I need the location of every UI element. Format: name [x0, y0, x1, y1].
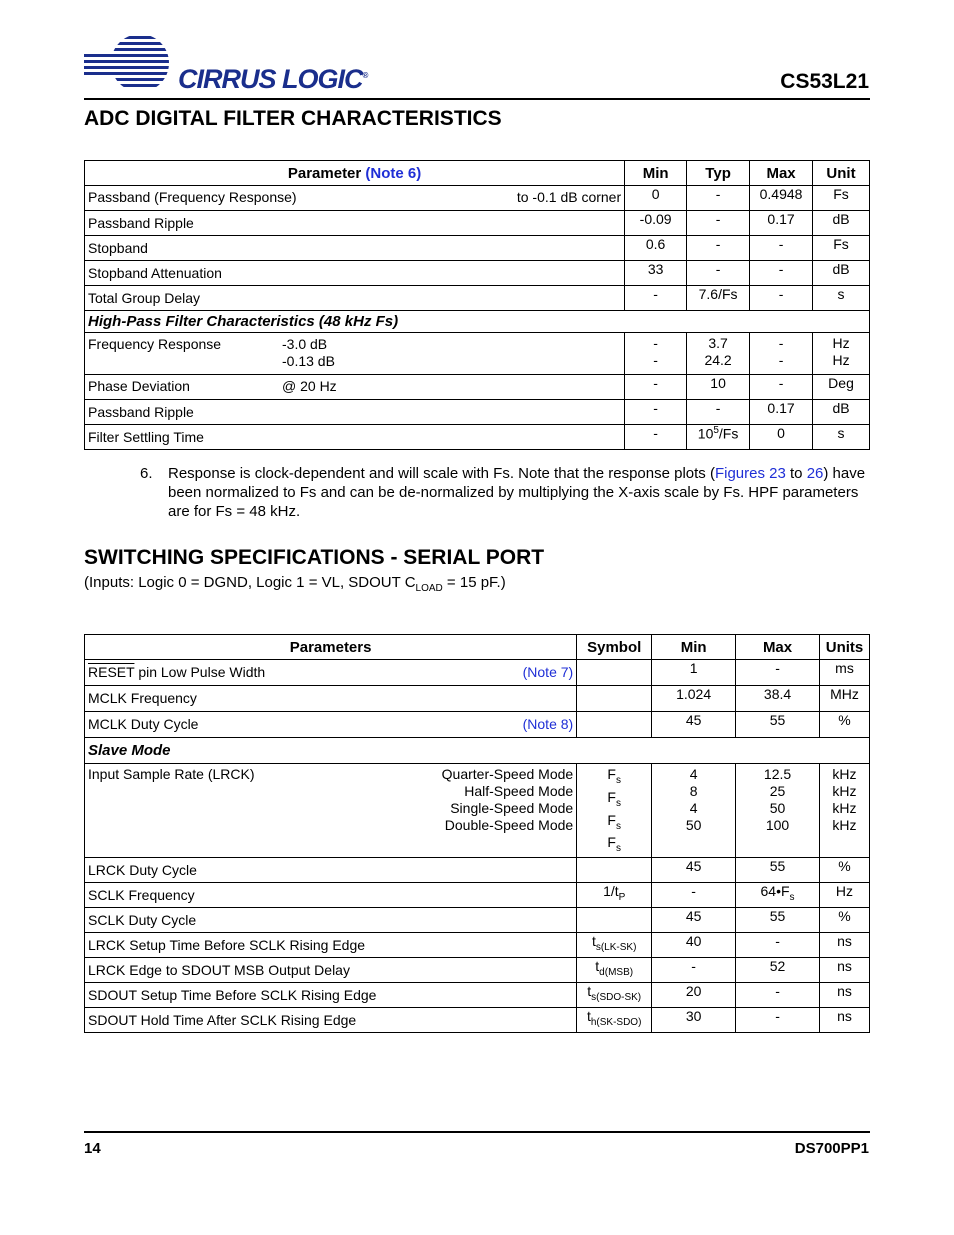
cell-unit: ns: [819, 958, 869, 983]
table-row: [85, 686, 870, 712]
cell-unit: Deg: [813, 375, 870, 400]
speed-mode: Single-Speed Mode: [450, 800, 574, 816]
cell-min: 45: [652, 858, 736, 883]
header-unit: Unit: [813, 161, 870, 186]
cell-max: - -: [750, 333, 813, 375]
slave-mode-heading: Slave Mode: [85, 738, 870, 764]
cell-min: 40: [652, 933, 736, 958]
cell-symbol: $1/t_P$: [577, 883, 652, 908]
cell-typ: -: [687, 186, 750, 211]
cell-min: - -: [625, 333, 687, 375]
table-row: [85, 883, 870, 908]
cell-unit: s: [813, 286, 870, 311]
speed-mode: Half-Speed Mode: [464, 783, 574, 799]
cell-min: 1.024: [652, 686, 736, 712]
note-7-link[interactable]: (Note 7): [522, 664, 574, 680]
footnote-text: Response is clock-dependent and will scale with Fs. Note that the response plots (Figures 23 to 26) have been normalized to Fs and can be de-normalized by multiplying the X-axis scale by Fs. HPF parameters are for Fs = 48 kHz.: [168, 465, 866, 520]
footer-rule: [84, 1131, 870, 1133]
table-row: [85, 712, 870, 738]
cell-typ: -: [687, 211, 750, 236]
cell-max: 12.5 25 50 100: [736, 764, 820, 858]
table-row: [85, 425, 870, 450]
speed-mode: Quarter-Speed Mode: [441, 766, 574, 782]
product-id: CS53L21: [780, 70, 869, 93]
cell-min: 20: [652, 983, 736, 1008]
cell-max: 52: [736, 958, 820, 983]
cell-symbol: $F_s$ $F_s$ $F_s$ $F_s$: [577, 764, 652, 858]
table-row: [85, 400, 870, 425]
hpf-section-heading: High-Pass Filter Characteristics (48 kHz Fs): [85, 311, 870, 333]
table-header-row: [85, 635, 870, 660]
header-param: Parameter (Note 6): [85, 161, 625, 186]
table-row: [85, 375, 870, 400]
cell-symbol: $t_{h(SK-SDO)}$: [577, 1008, 652, 1033]
table-row: [85, 983, 870, 1008]
cell-min: 4 8 4 50: [652, 764, 736, 858]
row-condition: to -0.1 dB corner: [516, 189, 622, 205]
cell-max: 0.4948: [750, 186, 813, 211]
cell-max: 0: [750, 425, 813, 450]
cell-min: 0: [625, 186, 687, 211]
table-header-row: [85, 161, 870, 186]
cell-min: -0.09: [625, 211, 687, 236]
row-condition: @ 20 Hz: [282, 378, 337, 394]
cell-max: $64•F_s$: [736, 883, 820, 908]
cell-min: -: [652, 958, 736, 983]
cell-unit: ns: [819, 1008, 869, 1033]
cell-unit: ns: [819, 933, 869, 958]
cell-max: -: [736, 933, 820, 958]
row-label: LRCK Edge to SDOUT MSB Output Delay: [88, 962, 350, 979]
cell-symbol: $t_{s(SDO-SK)}$: [577, 983, 652, 1008]
serial-section-title: SWITCHING SPECIFICATIONS - SERIAL PORT: [84, 546, 545, 569]
row-label: Total Group Delay: [88, 290, 201, 306]
row-label: LRCK Duty Cycle: [88, 862, 197, 879]
cell-typ: -: [687, 400, 750, 425]
adc-section-title: ADC DIGITAL FILTER CHARACTERISTICS: [84, 107, 502, 130]
cell-max: 55: [736, 858, 820, 883]
cell-max: -: [736, 983, 820, 1008]
table-row: [85, 186, 870, 211]
serial-port-table: [84, 634, 870, 1033]
row-label: Passband Ripple: [88, 215, 194, 231]
section-row: [85, 738, 870, 764]
cell-min: -: [625, 375, 687, 400]
cell-min: -: [625, 400, 687, 425]
page-number: 14: [84, 1140, 101, 1157]
header-min: Min: [625, 161, 687, 186]
cell-min: 33: [625, 261, 687, 286]
note-6-link[interactable]: (Note 6): [365, 164, 422, 182]
cell-max: 55: [736, 908, 820, 933]
cell-min: 45: [652, 908, 736, 933]
row-label: SDOUT Setup Time Before SCLK Rising Edge: [88, 987, 377, 1004]
cell-max: 55: [736, 712, 820, 738]
figure-26-link[interactable]: 26: [806, 465, 824, 482]
footnote-number: 6.: [140, 465, 153, 482]
cell-max: -: [750, 375, 813, 400]
cell-symbol: [577, 686, 652, 712]
cell-min: 1: [652, 660, 736, 686]
cell-unit: dB: [813, 211, 870, 236]
cell-unit: Fs: [813, 236, 870, 261]
row-label: SCLK Duty Cycle: [88, 912, 197, 929]
cell-typ: 7.6/Fs: [687, 286, 750, 311]
row-label: Passband Ripple: [88, 404, 194, 420]
cell-min: 45: [652, 712, 736, 738]
speed-mode: Double-Speed Mode: [444, 817, 574, 833]
cell-unit: dB: [813, 261, 870, 286]
header-max: Max: [750, 161, 813, 186]
cell-max: -: [750, 261, 813, 286]
cell-unit: kHz kHz kHz kHz: [819, 764, 869, 858]
table-row: [85, 236, 870, 261]
table-row: [85, 333, 870, 375]
figures-23-link[interactable]: Figures 23: [714, 465, 786, 482]
table-row: [85, 211, 870, 236]
cell-typ: 10: [687, 375, 750, 400]
cell-symbol: [577, 908, 652, 933]
header-typ: Typ: [687, 161, 750, 186]
speed-mode-list: [442, 766, 574, 834]
row-condition: -0.13 dB: [282, 353, 335, 369]
doc-number: DS700PP1: [794, 1140, 869, 1157]
header-max: Max: [736, 635, 820, 660]
row-label: SDOUT Hold Time After SCLK Rising Edge: [88, 1012, 357, 1029]
cell-typ: 3.7 24.2: [687, 333, 750, 375]
cell-symbol: $t_{d(MSB)}$: [577, 958, 652, 983]
table-row: [85, 858, 870, 883]
row-condition: -3.0 dB: [282, 336, 328, 352]
adc-filter-table: [84, 160, 870, 450]
cell-unit: %: [819, 858, 869, 883]
cell-max: 38.4: [736, 686, 820, 712]
row-label: Passband (Frequency Response): [88, 189, 297, 205]
row-label: SCLK Frequency: [88, 887, 195, 904]
table-row: [85, 908, 870, 933]
cell-unit: %: [819, 908, 869, 933]
cell-min: -: [652, 883, 736, 908]
row-label: MCLK Frequency: [88, 690, 197, 706]
row-label: LRCK Setup Time Before SCLK Rising Edge: [88, 937, 366, 954]
cell-typ: $10^5/Fs$: [687, 425, 750, 450]
header-rule: [84, 98, 870, 100]
table-row: [85, 660, 870, 686]
header-min: Min: [652, 635, 736, 660]
cell-max: 0.17: [750, 400, 813, 425]
row-label: Stopband: [88, 240, 148, 256]
header-units: Units: [819, 635, 869, 660]
cell-unit: s: [813, 425, 870, 450]
table-row: [85, 958, 870, 983]
cell-max: -: [750, 286, 813, 311]
row-label: MCLK Duty Cycle: [88, 716, 199, 732]
row-label: Stopband Attenuation: [88, 265, 222, 281]
cell-unit: Hz Hz: [813, 333, 870, 375]
cell-min: -: [625, 286, 687, 311]
table-row: [85, 764, 870, 858]
row-label: Filter Settling Time: [88, 429, 204, 445]
row-label: RESET pin Low Pulse Width: [88, 664, 266, 680]
cell-typ: -: [687, 236, 750, 261]
cell-unit: %: [819, 712, 869, 738]
cell-max: -: [736, 1008, 820, 1033]
cell-typ: -: [687, 261, 750, 286]
cell-unit: ms: [819, 660, 869, 686]
brand-wordmark: CIRRUS LOGIC®: [178, 64, 368, 94]
cell-symbol: [577, 858, 652, 883]
cell-max: 0.17: [750, 211, 813, 236]
cell-symbol: [577, 660, 652, 686]
row-label: Frequency Response: [88, 336, 222, 352]
cell-min: -: [625, 425, 687, 450]
cell-unit: dB: [813, 400, 870, 425]
cell-symbol: $t_{s(LK-SK)}$: [577, 933, 652, 958]
table-row: [85, 261, 870, 286]
cell-symbol: [577, 712, 652, 738]
cell-max: -: [750, 236, 813, 261]
cell-unit: Hz: [819, 883, 869, 908]
cell-unit: ns: [819, 983, 869, 1008]
table-row: [85, 933, 870, 958]
cell-unit: MHz: [819, 686, 869, 712]
header-symbol: Symbol: [577, 635, 652, 660]
row-label: Input Sample Rate (LRCK): [88, 766, 255, 782]
note-8-link[interactable]: (Note 8): [522, 716, 574, 732]
cell-min: 30: [652, 1008, 736, 1033]
header-parameters: Parameters: [85, 635, 577, 660]
section-row: [85, 311, 870, 333]
cell-unit: Fs: [813, 186, 870, 211]
cell-max: -: [736, 660, 820, 686]
table-row: [85, 286, 870, 311]
serial-inputs-note: (Inputs: Logic 0 = DGND, Logic 1 = VL, SDOUT $C_{LOAD} = 15$ pF.): [84, 574, 506, 594]
row-label: Phase Deviation: [88, 378, 190, 394]
table-row: [85, 1008, 870, 1033]
cell-min: 0.6: [625, 236, 687, 261]
